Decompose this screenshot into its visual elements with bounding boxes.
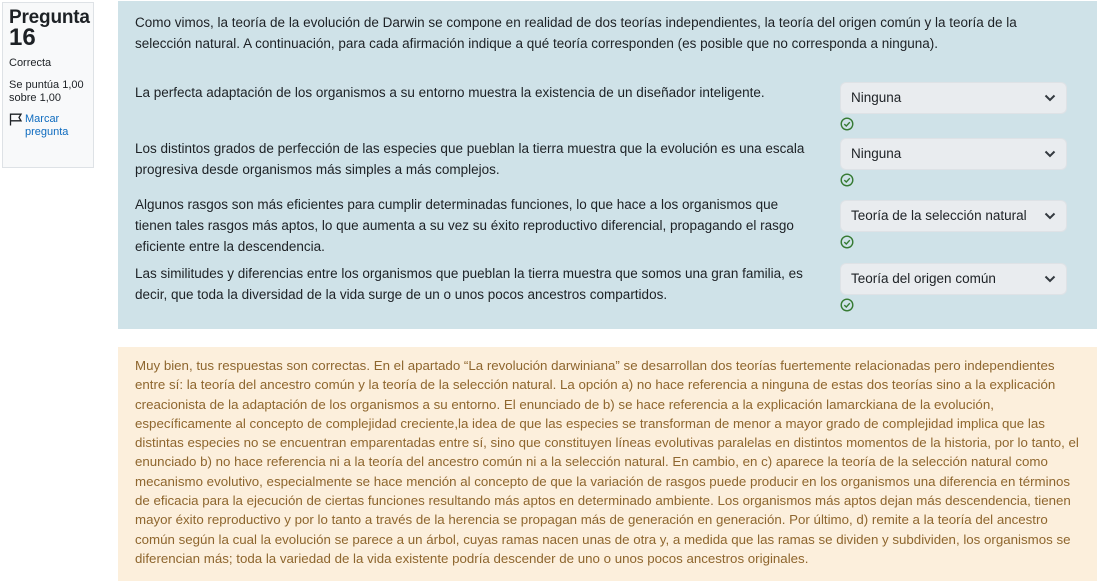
chevron-down-icon [1044,274,1056,284]
flag-icon [9,113,23,126]
match-statement: Las similitudes y diferencias entre los organismos que pueblan la tierra muestra que somos una gran familia, es decir, que toda la diversidad de la vida surge de un o unos pocos ancestros compartidos. [135,266,803,302]
chevron-down-icon [1044,149,1056,159]
answer-select-c[interactable] [840,200,1067,232]
select-value: Teoría del origen común [851,271,996,286]
question-label: Pregunta [9,7,90,28]
answer-select-a[interactable] [840,82,1067,114]
select-value: Ninguna [851,90,902,105]
correct-check-icon [840,173,854,187]
question-grade: Se puntúa 1,00 sobre 1,00 [9,79,84,104]
question-text: Como vimos, la teoría de la evolución de Darwin se compone en realidad de dos teorías independientes, la teoría del origen común y la teoría de la selección natural. A continuación, para cada afirmación indique a qué teoría corresponden (es posible que no corresponda a ninguna). [135,15,1017,51]
correct-check-icon [840,298,854,312]
general-feedback [118,347,1097,581]
question-formulation [118,1,1097,329]
answer-select-d[interactable] [840,263,1067,295]
question-state: Correcta [9,57,52,69]
match-statement: Algunos rasgos son más eficientes para cumplir determinadas funciones, lo que hace a los organismos que tienen tales rasgos más aptos, lo que aumenta a su vez su éxito reproductivo diferencial, propagando el rasgo eficiente entre la descendencia. [135,197,794,254]
correct-check-icon [840,235,854,249]
match-statement: Los distintos grados de perfección de las especies que pueblan la tierra muestra que la evolución es una escala progresiva desde organismos más simples a más complejos. [135,141,805,177]
flag-question-label: Marcar pregunta [25,113,69,138]
correct-check-icon [840,117,854,131]
match-statement: La perfecta adaptación de los organismos a su entorno muestra la existencia de un diseñador inteligente. [135,85,765,100]
answer-select-b[interactable] [840,138,1067,170]
feedback-text: Muy bien, tus respuestas son correctas. En el apartado “La revolución darwiniana” se desarrollan dos teorías fuertemente relacionadas pero independientes entre sí: la teoría del ancestro común y la teoría de la selección natural. La opción a) no hace referencia a ninguna de estas dos teorías sino a la explicación creacionista de la adaptación de los organismos a su entorno. El enunciado de b) se hace referencia a la explicación lamarckiana de la evolución, específicamente al concepto de complejidad creciente,la idea de que las especies se transforman de menor a mayor grado de complejidad implica que las distintas especies no se encuentran emparentadas entre sí, sino que constituyen líneas evolutivas paralelas en distintos momentos de la historia, por lo tanto, el enunciado b) no hace referencia ni a la teoría del ancestro común ni a la selección natural. En cambio, en c) aparece la teoría de la selección natural como mecanismo evolutivo, especialmente se hace mención al concepto de que la variación de rasgos puede producir en los organismos una diferencia en términos de eficacia para la ejecución de ciertas funciones resultando más aptos en determinado ambiente. Los organismos más aptos dejan más descendencia, tienen mayor éxito reproductivo y por lo tanto a través de la herencia se propagan más de generación en generación. Por último, d) remite a la teoría del ancestro común según la cual la evolución se parece a un árbol, cuyas ramas nacen unas de otra y, a medida que las ramas se dividen y subdividen, los organismos se diferencian más; toda la variedad de la vida existente podría descender de uno o unos pocos ancestros originales. [135,358,1079,566]
chevron-down-icon [1044,211,1056,221]
question-number: 16 [9,24,36,51]
select-value: Teoría de la selección natural [851,208,1027,223]
flag-question-link[interactable] [9,113,87,139]
select-value: Ninguna [851,146,902,161]
question-info-panel [2,2,94,168]
chevron-down-icon [1044,93,1056,103]
